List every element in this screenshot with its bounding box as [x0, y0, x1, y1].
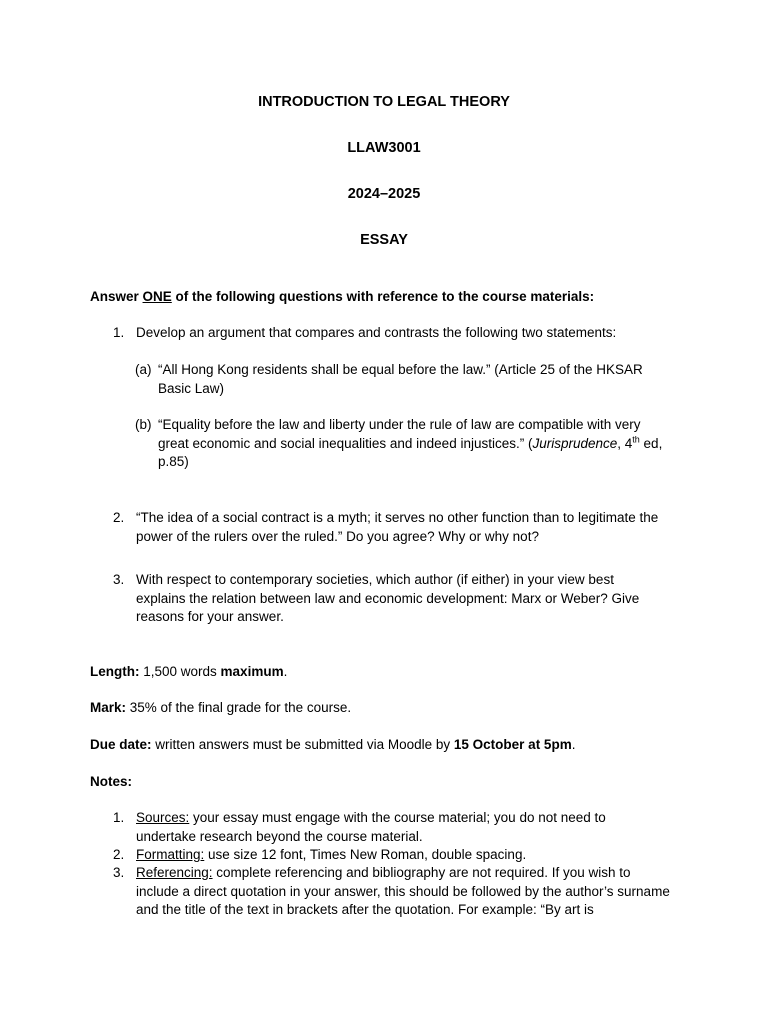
- edition-text: , 4: [617, 435, 633, 451]
- page-reference: ed, p.85): [158, 435, 663, 470]
- part-label: (a): [135, 362, 152, 377]
- note-number: 1.: [113, 810, 125, 825]
- due-emphasis: 15 October at 5pm: [453, 737, 572, 752]
- length-line: [90, 663, 690, 682]
- note-number: 2.: [113, 847, 125, 862]
- note-label: Formatting:: [136, 847, 205, 862]
- note-number: 3.: [113, 865, 125, 880]
- note-text: [136, 846, 636, 865]
- edition-superscript: th: [632, 434, 640, 445]
- note-body: use size 12 font, Times New Roman, double spacing.: [204, 847, 527, 862]
- mark-label: Mark:: [90, 700, 127, 715]
- length-emphasis: maximum: [220, 664, 284, 679]
- note-text: [136, 864, 674, 920]
- due-label: Due date:: [90, 737, 152, 752]
- question-number: 2.: [113, 510, 125, 525]
- part-label: (b): [135, 417, 152, 432]
- mark-line: [90, 699, 690, 718]
- course-code: LLAW3001: [347, 140, 421, 156]
- instructions-prefix: Answer: [90, 289, 143, 304]
- length-label: Length:: [90, 664, 140, 679]
- mark-text: 35% of the final grade for the course.: [126, 700, 352, 715]
- question-text: With respect to contemporary societies, which author (if either) in your view best explains the relation between law and economic development: Marx or Weber? Give reasons for your answer.: [136, 572, 640, 625]
- note-text: [136, 809, 636, 846]
- due-end: .: [571, 737, 576, 752]
- notes-heading: Notes:: [90, 774, 133, 789]
- due-date-line: [90, 736, 690, 755]
- part-text: [158, 416, 673, 472]
- due-text: written answers must be submitted via Moodle by: [151, 737, 454, 752]
- question-number: 3.: [113, 572, 125, 587]
- course-title: INTRODUCTION TO LEGAL THEORY: [258, 94, 510, 110]
- quote-text: “Equality before the law and liberty under the rule of law are compatible with very great economic and social inequalities and indeed injustices.” (: [158, 417, 641, 451]
- part-text: “All Hong Kong residents shall be equal before the law.” (Article 25 of the HKSAR Basic Law): [158, 362, 643, 396]
- book-title: Jurisprudence: [532, 435, 618, 451]
- note-body: your essay must engage with the course material; you do not need to undertake research beyond the course material.: [136, 810, 606, 844]
- instructions-emphasis: ONE: [142, 289, 172, 304]
- instructions: [90, 288, 690, 307]
- academic-year: 2024–2025: [347, 186, 421, 202]
- note-label: Sources:: [136, 810, 190, 825]
- note-label: Referencing:: [136, 865, 213, 880]
- question-text: “The idea of a social contract is a myth; it serves no other function than to legitimate the power of the rulers over the ruled.” Do you agree? Why or why not?: [136, 510, 659, 544]
- length-end: .: [283, 664, 288, 679]
- question-text: Develop an argument that compares and contrasts the following two statements:: [136, 325, 617, 340]
- length-text: 1,500 words: [139, 664, 221, 679]
- question-number: 1.: [113, 325, 125, 340]
- note-body: complete referencing and bibliography are not required. If you wish to include a direct quotation in your answer, this should be followed by the author’s surname and the title of the text in brackets after the quotation. For example: “By art is: [136, 865, 670, 918]
- assessment-type: ESSAY: [360, 232, 408, 248]
- instructions-suffix: of the following questions with reference to the course materials:: [171, 289, 595, 304]
